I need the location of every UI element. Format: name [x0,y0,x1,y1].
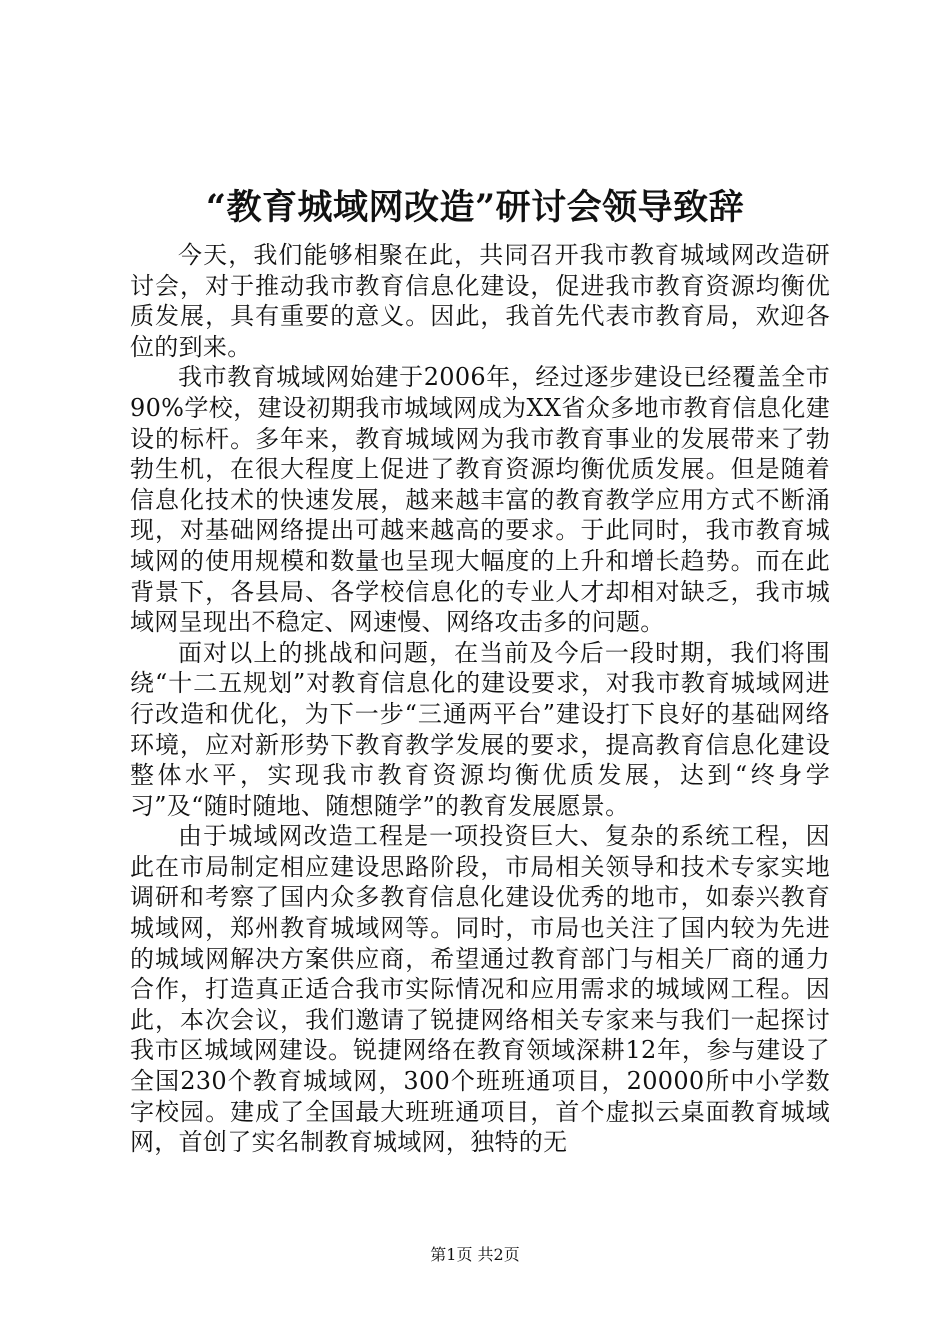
page-number-footer: 第1页 共2页 [430,1245,520,1264]
document-title: “教育城域网改造”研讨会领导致辞 [205,187,745,228]
paragraph-4: 由于城域网改造工程是一项投资巨大、复杂的系统工程，因此在市局制定相应建设思路阶段，市局相关领导和技术专家实地调研和考察了国内众多教育信息化建设优秀的地市，如泰兴教育城域网，郑州教育城域网等。同时，市局也关注了国内较为先进的城域网解决方案供应商，希望通过教育部门与相关厂商的通力合作，打造真正适合我市实际情况和应用需求的城域网工程。因此，本次会议，我们邀请了锐捷网络相关专家来与我们一起探讨我市区城域网建设。锐捷网络在教育领域深耕12年，参与建设了全国230个教育城域网，300个班班通项目，20000所中小学数字校园。建成了全国最大班班通项目，首个虚拟云桌面教育城域网，首创了实名制教育城域网，独特的无 [130,822,830,1157]
document-body [130,240,830,1158]
paragraph-2: 我市教育城域网始建于2006年，经过逐步建设已经覆盖全市90%学校，建设初期我市城域网成为XX省众多地市教育信息化建设的标杆。多年来，教育城域网为我市教育事业的发展带来了勃勃生机，在很大程度上促进了教育资源均衡优质发展。但是随着信息化技术的快速发展，越来越丰富的教育教学应用方式不断涌现，对基础网络提出可越来越高的要求。于此同时，我市教育城域网的使用规模和数量也呈现大幅度的上升和增长趋势。而在此背景下，各县局、各学校信息化的专业人才却相对缺乏，我市城域网呈现出不稳定、网速慢、网络攻击多的问题。 [130,363,830,637]
paragraph-1: 今天，我们能够相聚在此，共同召开我市教育城域网改造研讨会，对于推动我市教育信息化建设，促进我市教育资源均衡优质发展，具有重要的意义。因此，我首先代表市教育局，欢迎各位的到来。 [130,241,830,361]
paragraph-3: 面对以上的挑战和问题，在当前及今后一段时期，我们将围绕“十二五规划”对教育信息化的建设要求，对我市教育城域网进行改造和优化，为下一步“三通两平台”建设打下良好的基础网络环境，应对新形势下教育教学发展的要求，提高教育信息化建设整体水平，实现我市教育资源均衡优质发展，达到“终身学习”及“随时随地、随想随学”的教育发展愿景。 [130,638,830,820]
